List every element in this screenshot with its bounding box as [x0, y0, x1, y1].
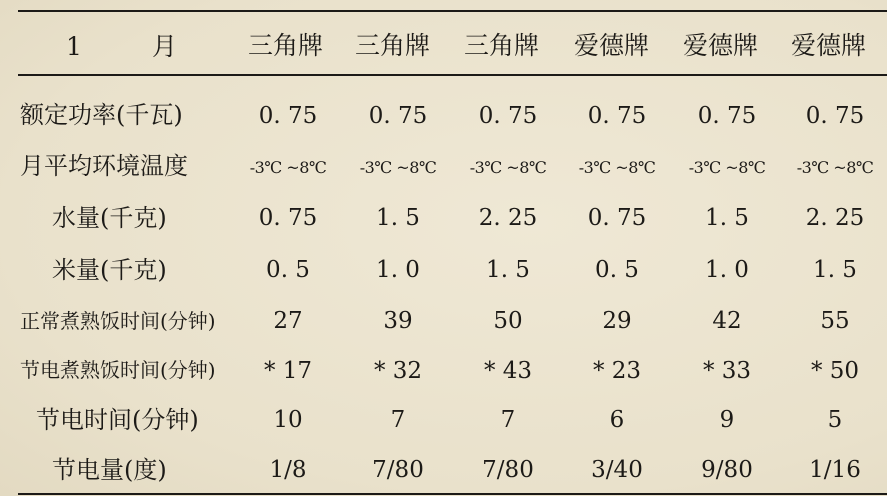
- cell-rice-5: 1. 0: [705, 257, 749, 283]
- cell-saving-time-2: * 32: [373, 358, 423, 384]
- cell-rice-6: 1. 5: [813, 257, 857, 283]
- row-label-ambient-temp: 月平均环境温度: [20, 152, 188, 180]
- row-label-water: 水量(千克): [52, 204, 167, 232]
- header-brand-5: 爱德牌: [683, 31, 759, 60]
- header-brand-2: 三角牌: [355, 31, 431, 60]
- row-label-rated-power: 额定功率(千瓦): [20, 101, 183, 129]
- cell-rated-power-4: 0. 75: [587, 103, 647, 129]
- cell-saved-time-2: 7: [390, 407, 406, 433]
- cell-saved-time-3: 7: [500, 407, 516, 433]
- cell-normal-time-3: 50: [493, 308, 523, 334]
- cell-saved-time-1: 10: [273, 407, 303, 433]
- cell-ambient-temp-4: -3℃ ~8℃: [578, 158, 656, 177]
- header-corner-number: 1: [66, 32, 82, 61]
- cell-water-3: 2. 25: [478, 205, 538, 231]
- cell-saving-time-5: * 33: [702, 358, 752, 384]
- header-brand-1: 三角牌: [248, 31, 324, 60]
- cell-normal-time-1: 27: [273, 308, 303, 334]
- cell-rice-3: 1. 5: [486, 257, 530, 283]
- cell-saved-time-5: 9: [719, 407, 735, 433]
- cell-rated-power-5: 0. 75: [697, 103, 757, 129]
- cell-saving-time-3: * 43: [483, 358, 533, 384]
- table-header-rule: [18, 74, 887, 76]
- cell-saving-time-6: * 50: [810, 358, 860, 384]
- cell-water-4: 0. 75: [587, 205, 647, 231]
- row-label-saving-time: 节电煮熟饭时间(分钟): [20, 358, 216, 382]
- cell-ambient-temp-3: -3℃ ~8℃: [469, 158, 547, 177]
- cell-normal-time-4: 29: [602, 308, 632, 334]
- table-bottom-rule: [18, 493, 887, 495]
- header-brand-4: 爱德牌: [574, 31, 650, 60]
- cell-rice-2: 1. 0: [376, 257, 420, 283]
- cell-rated-power-6: 0. 75: [805, 103, 865, 129]
- cell-saved-time-6: 5: [827, 407, 843, 433]
- row-label-saved-energy: 节电量(度): [52, 456, 167, 484]
- header-brand-6: 爱德牌: [791, 31, 867, 60]
- cell-normal-time-6: 55: [820, 308, 850, 334]
- cell-water-5: 1. 5: [705, 205, 749, 231]
- cell-saved-energy-3: 7/80: [482, 457, 534, 483]
- row-label-normal-time: 正常煮熟饭时间(分钟): [20, 309, 216, 333]
- cell-rice-1: 0. 5: [266, 257, 310, 283]
- cell-ambient-temp-6: -3℃ ~8℃: [796, 158, 874, 177]
- header-brand-3: 三角牌: [464, 31, 540, 60]
- row-label-saved-time: 节电时间(分钟): [36, 406, 199, 434]
- cell-saved-energy-6: 1/16: [809, 457, 861, 483]
- header-corner-month: 月: [152, 32, 178, 61]
- cell-ambient-temp-5: -3℃ ~8℃: [688, 158, 766, 177]
- cell-saved-energy-2: 7/80: [372, 457, 424, 483]
- cell-saved-energy-4: 3/40: [591, 457, 643, 483]
- cell-water-2: 1. 5: [376, 205, 420, 231]
- cell-saving-time-1: * 17: [263, 358, 313, 384]
- cell-water-1: 0. 75: [258, 205, 318, 231]
- cell-rice-4: 0. 5: [595, 257, 639, 283]
- cell-saving-time-4: * 23: [592, 358, 642, 384]
- cell-saved-time-4: 6: [609, 407, 625, 433]
- cell-saved-energy-1: 1/8: [269, 457, 307, 483]
- cell-normal-time-5: 42: [712, 308, 742, 334]
- cell-water-6: 2. 25: [805, 205, 865, 231]
- cell-saved-energy-5: 9/80: [701, 457, 753, 483]
- cell-ambient-temp-2: -3℃ ~8℃: [359, 158, 437, 177]
- cell-rated-power-1: 0. 75: [258, 103, 318, 129]
- cell-ambient-temp-1: -3℃ ~8℃: [249, 158, 327, 177]
- cell-normal-time-2: 39: [383, 308, 413, 334]
- cell-rated-power-2: 0. 75: [368, 103, 428, 129]
- cell-rated-power-3: 0. 75: [478, 103, 538, 129]
- table-top-rule: [18, 10, 887, 12]
- row-label-rice: 米量(千克): [52, 256, 167, 284]
